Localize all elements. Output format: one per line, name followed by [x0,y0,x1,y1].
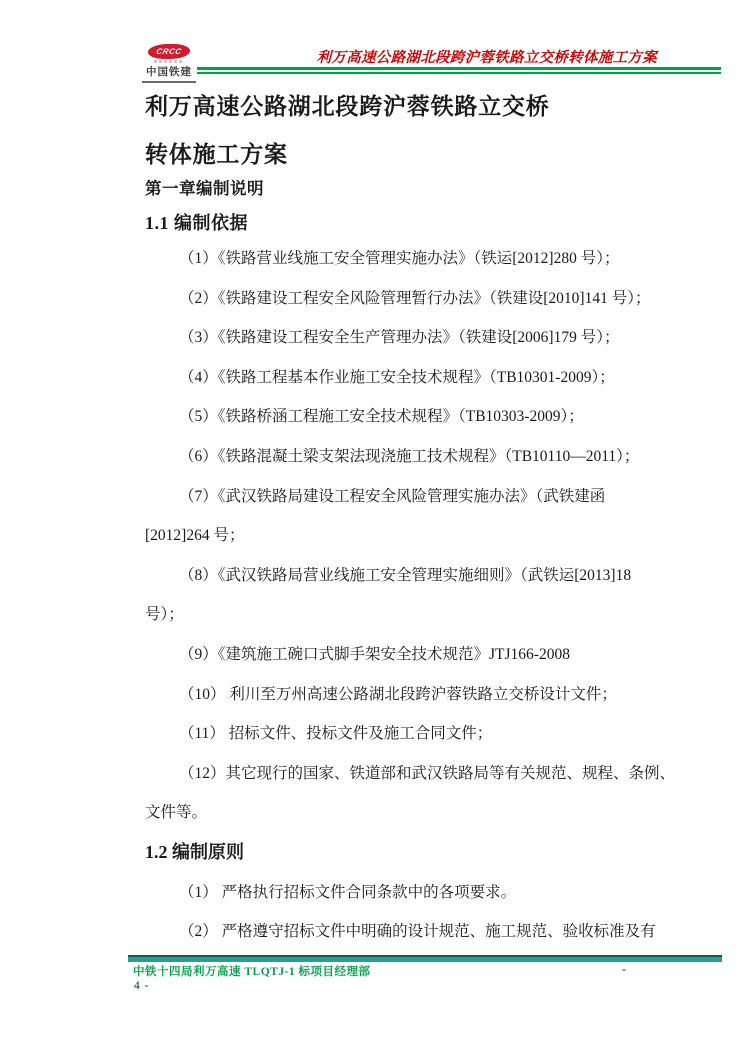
list-item-8-line2: 号）； [145,606,184,624]
chapter-heading: 第一章编制说明 [145,179,264,198]
footer-page-dash: - [622,962,626,976]
section-1-1-heading: 1.1 编制依据 [145,213,248,233]
crcc-logo-icon [146,44,191,59]
list-item-11: （11） 招标文件、投标文件及施工合同文件； [179,725,493,743]
list-item-4: （4）《铁路工程基本作业施工安全技术规程》（TB10301-2009）； [179,368,615,386]
document-title-line2: 转体施工方案 [145,142,288,167]
logo-underline [142,81,196,83]
crcc-logo-decoration [154,60,184,63]
header-rule-thick [197,67,721,70]
principle-item-2: （2） 严格遵守招标文件中明确的设计规范、施工规范、验收标准及有 [179,923,656,941]
crcc-logo-text: CRCC [155,47,183,56]
crcc-logo-name: 中国铁建 [146,66,192,78]
list-item-9: （9）《建筑施工碗口式脚手架安全技术规范》JTJ166-2008 [179,645,570,663]
footer-project-name: 中铁十四局利万高速 TLQTJ-1 标项目经理部 [133,966,371,978]
section-1-2-heading: 1.2 编制原则 [145,841,244,862]
header-running-title: 利万高速公路湖北段跨沪蓉铁路立交桥转体施工方案 [316,50,657,66]
list-item-8-line1: （8）《武汉铁路局营业线施工安全管理实施细则》（武铁运[2013]18 [179,566,632,584]
list-item-2: （2）《铁路建设工程安全风险管理暂行办法》（铁建设[2010]141 号）； [179,289,651,307]
list-item-7-line1: （7）《武汉铁路局建设工程安全风险管理实施办法》（武铁建函 [179,487,606,505]
principle-item-1: （1） 严格执行招标文件合同条款中的各项要求。 [179,883,517,901]
header-rule-thin [197,72,721,74]
body-text-flow [145,239,676,952]
list-item-10: （10） 利川至万州高速公路湖北段跨沪蓉铁路立交桥设计文件； [179,685,617,703]
document-title-line1: 利万高速公路湖北段跨沪蓉铁路立交桥 [145,94,550,119]
list-item-12-line2: 文件等。 [145,804,208,822]
list-item-7-line2: [2012]264 号； [145,527,245,545]
list-item-12-line1: （12）其它现行的国家、铁道部和武汉铁路局等有关规范、规程、条例、 [179,764,676,782]
list-item-3: （3）《铁路建设工程安全生产管理办法》（铁建设[2006]179 号）； [179,329,620,347]
list-item-5: （5）《铁路桥涵工程施工安全技术规程》（TB10303-2009）； [179,408,584,426]
footer-bar [128,955,722,962]
crcc-logo [142,44,196,83]
footer-page-number: 4 - [134,980,150,992]
list-item-6: （6）《铁路混凝土梁支架法现浇施工技术规程》（TB10110—2011）； [179,447,640,465]
list-item-1: （1）《铁路营业线施工安全管理实施办法》（铁运[2012]280 号）； [179,250,620,267]
